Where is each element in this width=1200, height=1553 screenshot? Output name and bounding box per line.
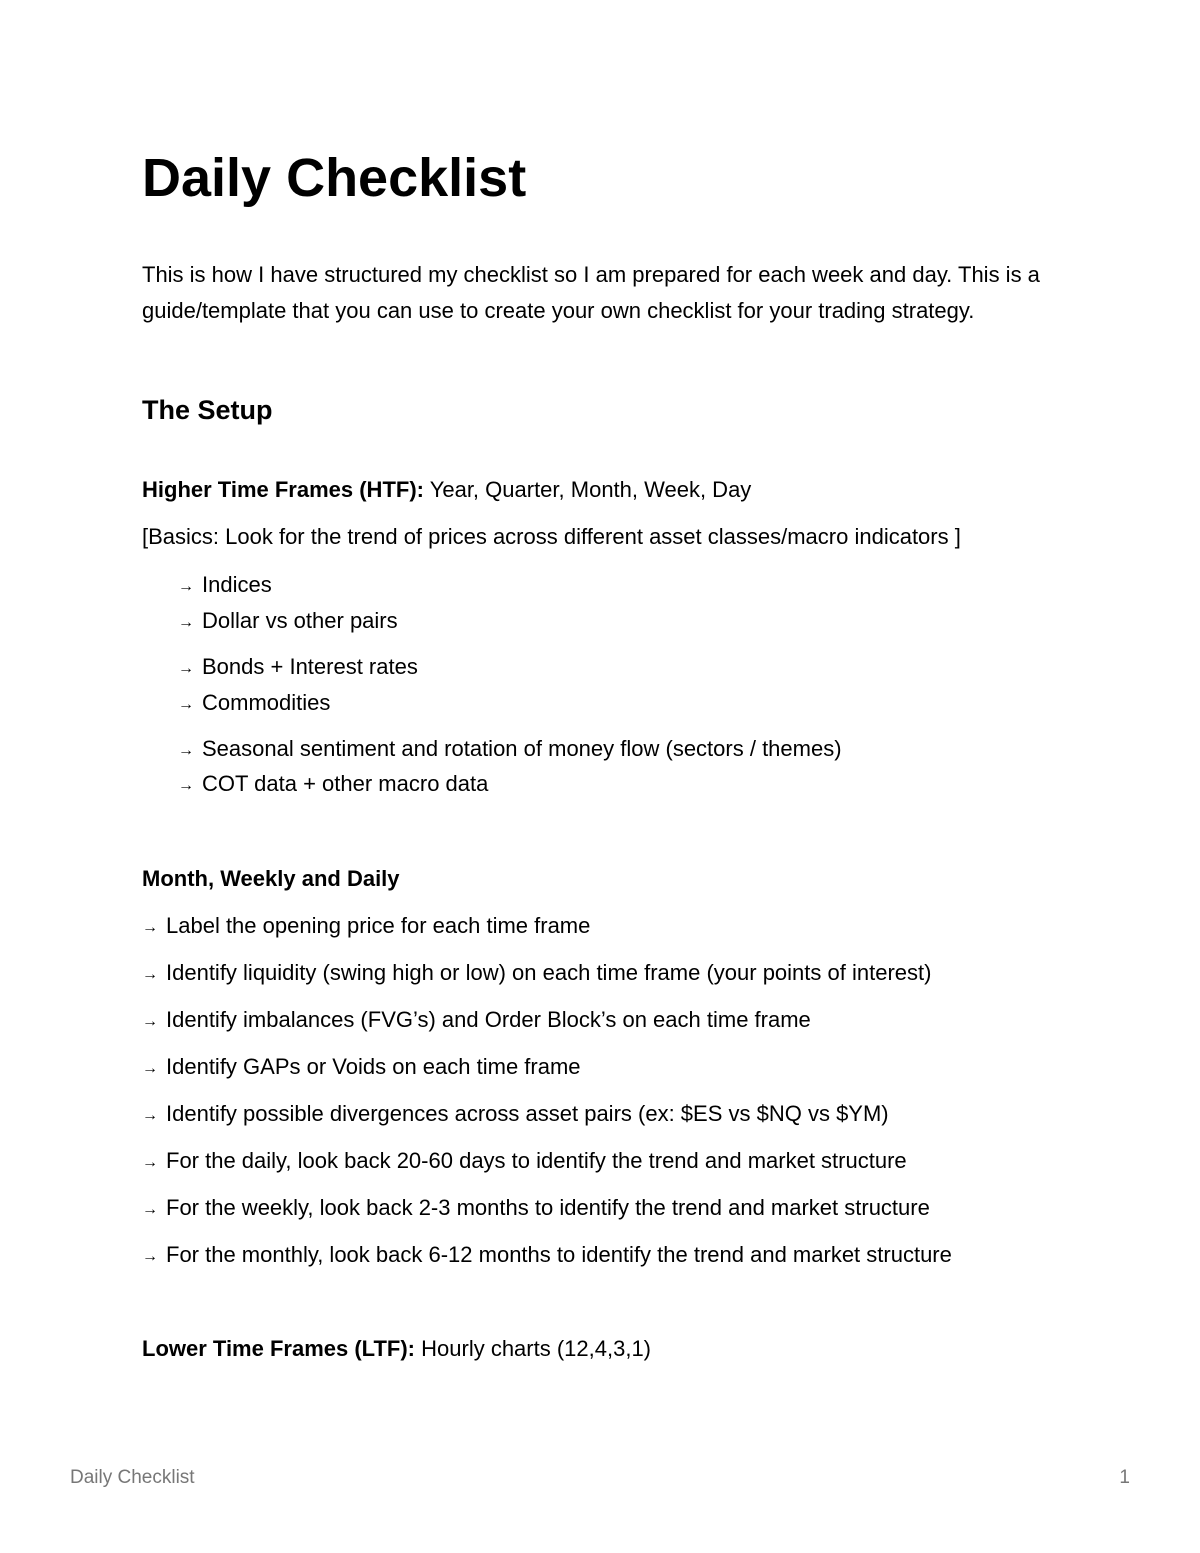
list-item-text: Label the opening price for each time frame [166, 913, 591, 938]
mwd-item [142, 1193, 930, 1225]
right-arrow-icon: → [142, 919, 158, 936]
htf-item-cot [178, 769, 488, 801]
right-arrow-icon: → [178, 614, 194, 631]
right-arrow-icon: → [178, 660, 194, 677]
right-arrow-icon: → [178, 578, 194, 595]
right-arrow-icon: → [142, 1154, 158, 1171]
ltf-value: Hourly charts (12,4,3,1) [415, 1336, 651, 1361]
mwd-item [142, 1099, 889, 1131]
right-arrow-icon: → [142, 1013, 158, 1030]
list-item-text: Seasonal sentiment and rotation of money flow (sectors / themes) [202, 736, 842, 761]
list-item-text: For the weekly, look back 2-3 months to identify the trend and market structure [166, 1195, 930, 1220]
mwd-item [142, 911, 590, 943]
right-arrow-icon: → [142, 1107, 158, 1124]
page-number: 1 [1119, 1467, 1130, 1488]
mwd-item [142, 1240, 952, 1272]
htf-label: Higher Time Frames (HTF): [142, 477, 424, 502]
list-item-text: Identify possible divergences across asset pairs (ex: $ES vs $NQ vs $YM) [166, 1101, 889, 1126]
mwd-item [142, 1005, 811, 1037]
mwd-item [142, 1146, 907, 1178]
list-item-text: Commodities [202, 690, 331, 715]
right-arrow-icon: → [178, 696, 194, 713]
list-item-text: For the daily, look back 20-60 days to identify the trend and market structure [166, 1148, 907, 1173]
htf-item-seasonal [178, 734, 842, 766]
ltf-label: Lower Time Frames (LTF): [142, 1336, 416, 1361]
htf-basics: [Basics: Look for the trend of prices across different asset classes/macro indicators ] [142, 524, 961, 549]
ltf-line [142, 1334, 651, 1364]
list-item-text: Identify liquidity (swing high or low) on each time frame (your points of interest) [166, 960, 932, 985]
right-arrow-icon: → [178, 777, 194, 794]
list-item-text: Indices [202, 572, 272, 597]
footer-title: Daily Checklist [70, 1467, 195, 1488]
page-title: Daily Checklist [142, 148, 527, 208]
right-arrow-icon: → [142, 966, 158, 983]
list-item-text: COT data + other macro data [202, 771, 489, 796]
right-arrow-icon: → [142, 1060, 158, 1077]
htf-item-indices [178, 570, 272, 602]
list-item-text: Bonds + Interest rates [202, 654, 418, 679]
list-item-text: Identify GAPs or Voids on each time frame [166, 1054, 581, 1079]
section-heading-setup: The Setup [142, 395, 273, 425]
right-arrow-icon: → [178, 742, 194, 759]
htf-value: Year, Quarter, Month, Week, Day [423, 477, 752, 502]
mwd-heading [142, 864, 400, 894]
htf-item-dollar [178, 606, 398, 638]
mwd-item [142, 958, 931, 990]
right-arrow-icon: → [142, 1248, 158, 1265]
mwd-heading-text: Month, Weekly and Daily [142, 866, 400, 891]
htf-item-commodities [178, 688, 330, 720]
list-item-text: Dollar vs other pairs [202, 608, 398, 633]
intro-paragraph: This is how I have structured my checklist so I am prepared for each week and day. This is a guide/template that you can use to create your own checklist for your trading strategy. [142, 262, 1040, 323]
mwd-item [142, 1052, 581, 1084]
right-arrow-icon: → [142, 1201, 158, 1218]
htf-item-bonds [178, 652, 418, 684]
list-item-text: For the monthly, look back 6-12 months to identify the trend and market structure [166, 1242, 952, 1267]
list-item-text: Identify imbalances (FVG’s) and Order Block’s on each time frame [166, 1007, 811, 1032]
htf-line [142, 475, 751, 505]
